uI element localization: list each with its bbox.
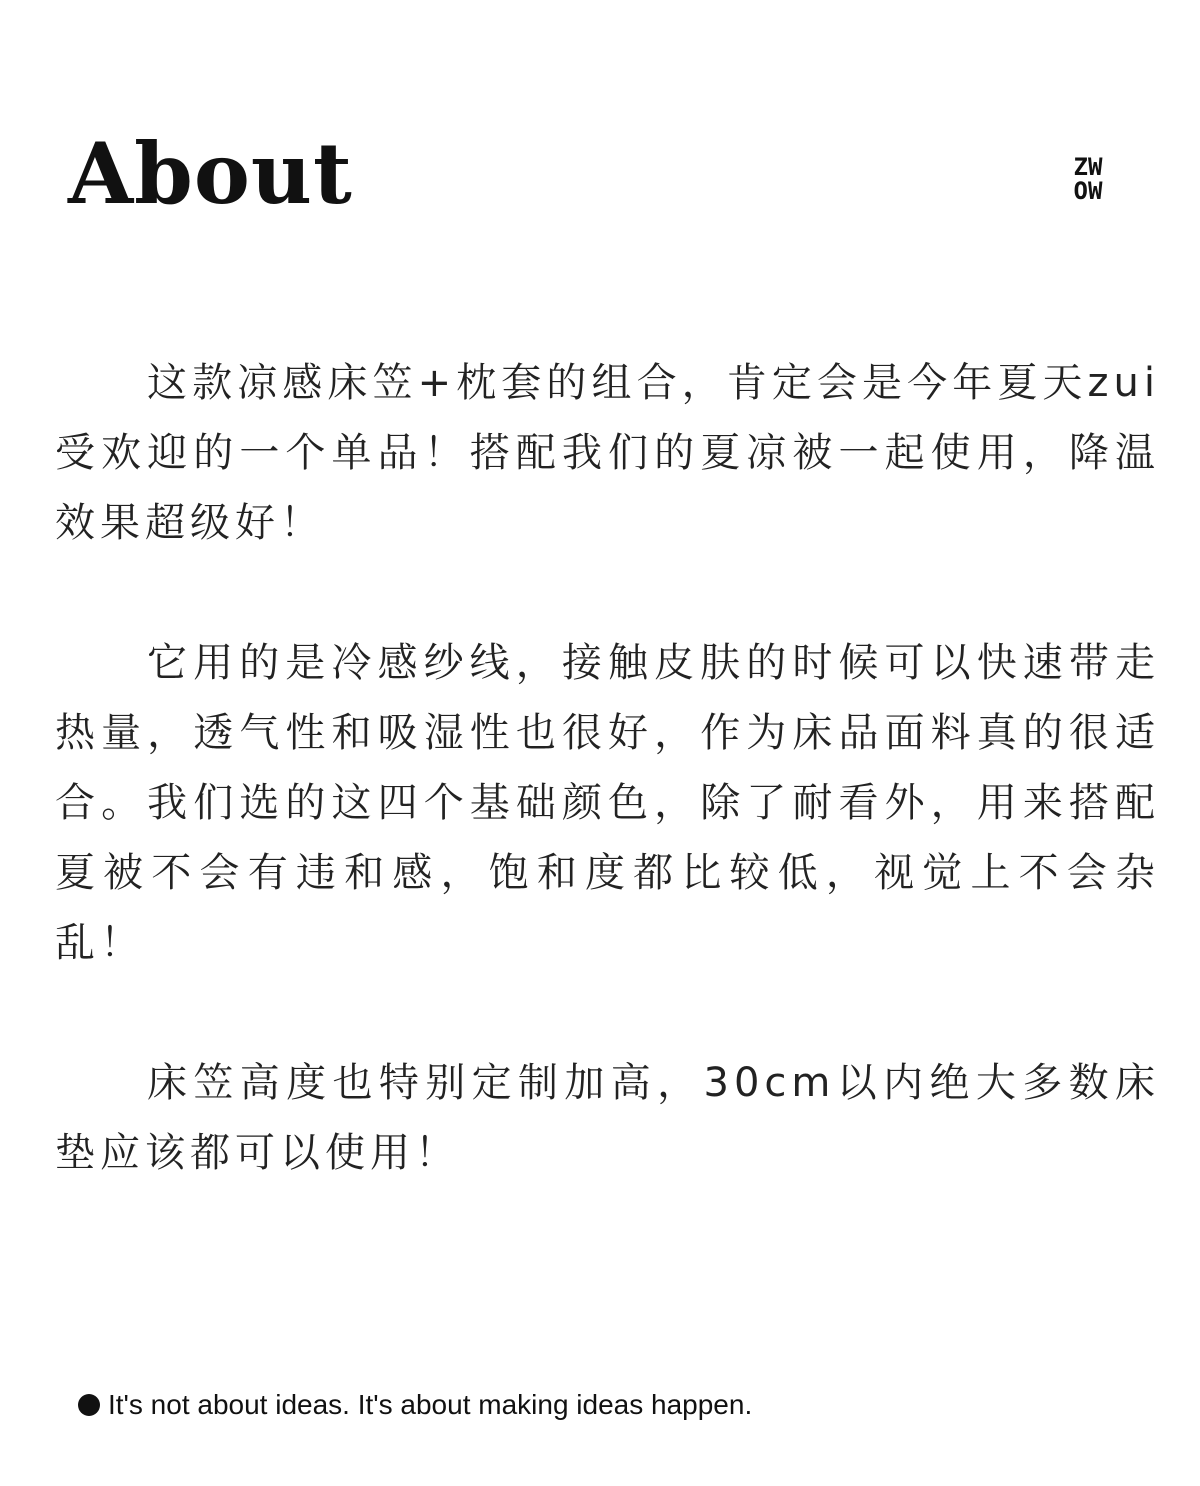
bullet-dot-icon [78,1394,100,1416]
tagline-text: It's not about ideas. It's about making ideas happen. [108,1389,753,1420]
footer-tagline [78,1388,752,1422]
page-title: About [68,124,353,223]
logo-text-top: ZW [1073,153,1103,181]
brand-logo [1064,155,1112,203]
paragraph-height: 床笠高度也特别定制加高，30cm以内绝大多数床垫应该都可以使用！ [55,1060,1160,1176]
paragraph-intro: 这款凉感床笠+枕套的组合，肯定会是今年夏天zui受欢迎的一个单品！搭配我们的夏凉被一起使用，降温效果超级好！ [55,360,1160,546]
paragraph-fabric: 它用的是冷感纱线，接触皮肤的时候可以快速带走热量，透气性和吸湿性也很好，作为床品面料真的很适合。我们选的这四个基础颜色，除了耐看外，用来搭配夏被不会有违和感，饱和度都比较低，视觉上不会杂乱！ [55,640,1160,966]
body-text [55,348,1160,1188]
logo-text-bottom: OW [1073,177,1103,205]
